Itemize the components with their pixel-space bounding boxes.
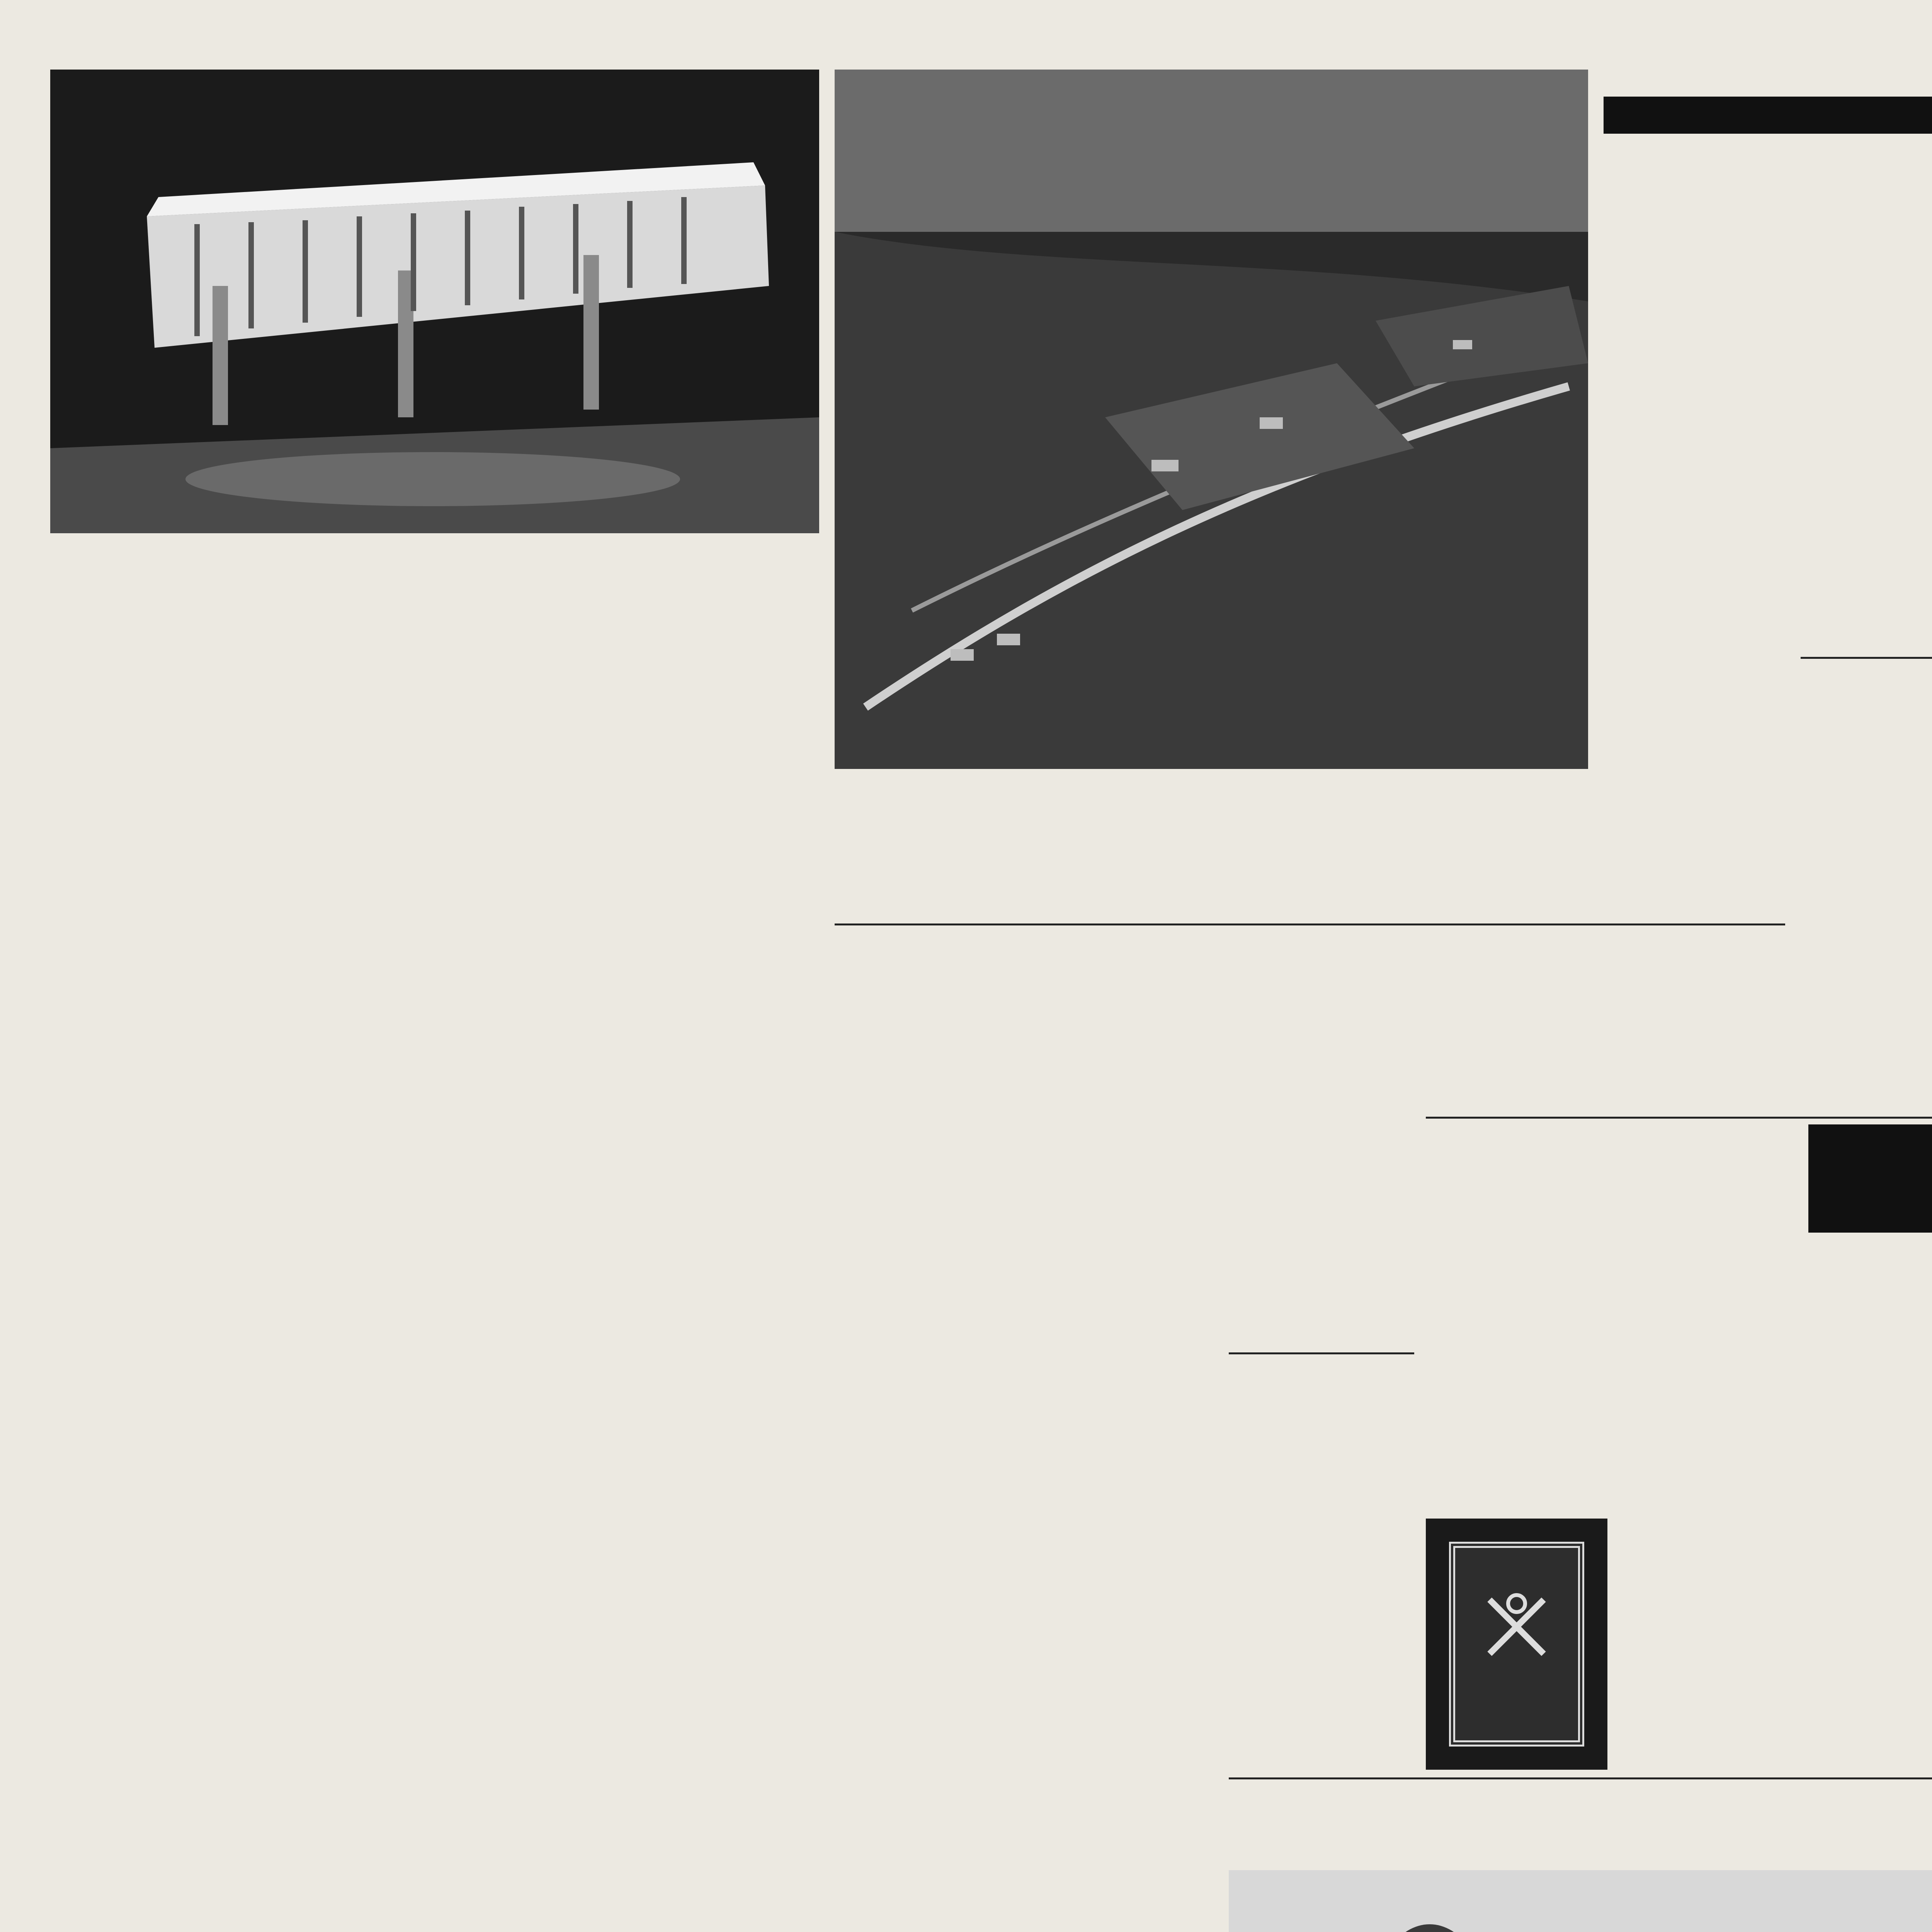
- flex-headline: [1801, 665, 1932, 765]
- birds-top-rule: [1229, 1777, 1932, 1779]
- gastro-headline: [835, 931, 1588, 1001]
- songbug-verse: [1604, 228, 1789, 286]
- flex-body: [1801, 773, 1932, 1136]
- papal-byline: [1426, 1186, 1797, 1203]
- papal-stamp-image: [1426, 1519, 1607, 1770]
- expo-headline: [50, 665, 819, 881]
- gastro-sub-choice-of-table: [1032, 1345, 1217, 1368]
- gastro-top-rule: [835, 923, 1785, 925]
- expo-sub-three-visits: [50, 1553, 232, 1577]
- gastro-col-1b: [835, 1615, 1020, 1770]
- expo-col-4: [630, 1140, 819, 1526]
- papal-col-1: [1426, 1209, 1607, 1511]
- gastro-col-4: [1426, 1009, 1588, 1109]
- gastro-col-2b: [1032, 1372, 1217, 1770]
- gastro-col-2c: [1032, 1808, 1217, 1932]
- expo-byline: [50, 889, 819, 908]
- gastro-sub-one-of-them: [1032, 1781, 1217, 1804]
- wet-rule: [1229, 1352, 1414, 1354]
- songbug-headline: [1604, 143, 1932, 197]
- aerial-photo: [835, 70, 1588, 769]
- gastro-byline: [835, 1009, 1020, 1039]
- expo-col-2: [243, 1190, 425, 1352]
- songbug-col-1: [1604, 294, 1789, 1136]
- expo-lead-1: [50, 916, 819, 1016]
- papal-col-2: [1615, 1209, 1797, 1770]
- birds-headline: [1229, 1785, 1932, 1862]
- papal-top-rule: [1426, 1117, 1932, 1119]
- songbug-byline: [1604, 205, 1932, 223]
- expo-col-1: [50, 1190, 232, 1549]
- expo-col-3: [437, 1190, 618, 1352]
- birds-photo: [1229, 1870, 1932, 1932]
- expo-sub-new-city: [243, 1356, 425, 1379]
- pavilion-photo: [50, 70, 819, 533]
- pavilion-caption: [50, 541, 819, 657]
- expo-col-1b: [50, 1580, 232, 1928]
- songbug-rule: [1801, 657, 1932, 659]
- stamp-story-badge: [1808, 1124, 1932, 1233]
- expo-col-4b: [630, 1557, 819, 1928]
- papal-col-3: [1808, 1244, 1932, 1770]
- expo-sub-park-later: [630, 1530, 819, 1553]
- wet-headline: [1229, 1360, 1414, 1437]
- gastro-col-1: [835, 1043, 1020, 1584]
- expo-lead-2: [50, 1024, 819, 1101]
- aerial-caption: [835, 777, 1588, 916]
- gastro-sub-making-money: [835, 1588, 1020, 1611]
- songbug-banner: [1604, 97, 1932, 134]
- papal-headline: [1426, 1124, 1797, 1182]
- expo-col-2b: [243, 1383, 425, 1928]
- cross-keys-icon: [1478, 1588, 1555, 1665]
- expo-col-3b: [437, 1383, 618, 1928]
- expo-sub-housing: [437, 1356, 618, 1379]
- songbug-col-2: [1801, 228, 1932, 653]
- wet-body: [1229, 1445, 1414, 1770]
- gastro-col-2: [1032, 1009, 1217, 1341]
- gastro-col-3: [1229, 1009, 1414, 1349]
